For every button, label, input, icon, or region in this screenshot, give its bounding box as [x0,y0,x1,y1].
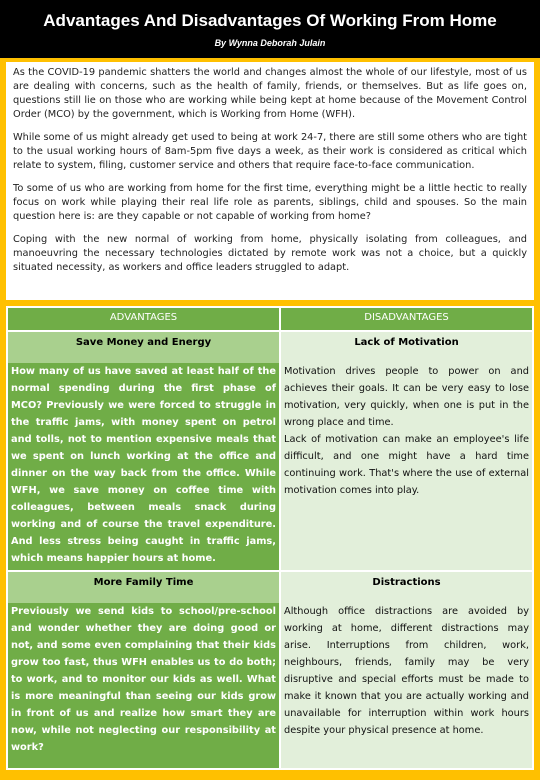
advantage-cell-money [8,330,279,570]
advantages-column-header: ADVANTAGES [8,308,279,330]
page-title: Advantages And Disadvantages Of Working From Home [43,11,497,30]
intro-paragraph-4: Coping with the new normal of working from home, physically isolating from colleagues, and manoeuvring the necessary technologies dictated by remote work was not a choice, but a quickly situated necessity, as workers and office leaders struggled to adapt. [13,234,527,273]
advantage-cell-family [8,570,279,768]
disadvantage-text-motivation-2: Lack of motivation can make an employee's life difficult, and one might have a hard time continuing work. That's where the use of external motivation comes into play. [284,434,529,496]
intro-section [6,62,534,300]
disadvantage-cell-motivation [279,330,532,570]
disadvantages-column-header: DISADVANTAGES [279,308,532,330]
disadvantage-cell-distractions [279,570,532,768]
disadvantage-title-motivation: Lack of Motivation [354,337,459,348]
disadvantage-title-distractions: Distractions [372,577,441,588]
page-header [0,0,540,58]
advantage-title-family: More Family Time [8,572,279,603]
intro-paragraph-2: While some of us might already get used to being at work 24-7, there are still some others who are tight to the usual working hours of 8am-5pm five days a week, as their work is considered as critical which relate to system, filing, customer service and others that require face-to-face communication. [13,132,527,171]
intro-paragraph-1: As the COVID-19 pandemic shatters the world and changes almost the whole of our lifestyle, most of us are dealing with concerns, such as the health of family, friends, or themselves. But as life goes on, questions still lie on those who are working while being kept at home because of the Movement Control Order (MCO) by the government, which is Working from Home (WFH). [13,67,527,120]
advantage-title-money: Save Money and Energy [8,332,279,363]
advantage-text-money: How many of us have saved at least half of the normal spending during the first phase of MCO? Previously we were forced to struggle in the traffic jams, with money spent on petrol and tolls, not to mention expensive meals that we spent on lunch working at the office and dinner on the way back from the office. While WFH, we save money on coffee time with colleagues, between meals snack during working and of course the travel expenditure. And less stress being caught in traffic jams, which means happier hours at home. [11,366,276,564]
disadvantage-text-motivation-1: Motivation drives people to power on and achieves their goals. It can be very easy to lose motivation, very quickly, when one is put in the wrong place and time. [284,366,529,428]
comparison-table [6,306,534,770]
advantage-text-family: Previously we send kids to school/pre-school and wonder whether they are doing good or not, and some even complaining that their kids grow too fast, thus WFH enables us to do both; to work, and to monitor our kids as well. What is more meaningful than seeing our kids grow in front of us and realize how smart they are now, while not neglecting our responsibility at work? [11,606,276,753]
intro-paragraph-3: To some of us who are working from home for the first time, everything might be a little hectic to really focus on work while playing their real life role as parents, siblings, child and spouses. So the main question here is: are they capable or not capable of working from home? [13,183,527,222]
disadvantage-text-distractions: Although office distractions are avoided by working at home, different distractions may arise. Interruptions from children, work, neighbours, friends, family may be very disruptive and special efforts must be made to make it known that you are actually working and unavailable for interruption within work hours despite your physical presence at home. [284,606,529,736]
author-byline: By Wynna Deborah Julain [214,38,326,48]
